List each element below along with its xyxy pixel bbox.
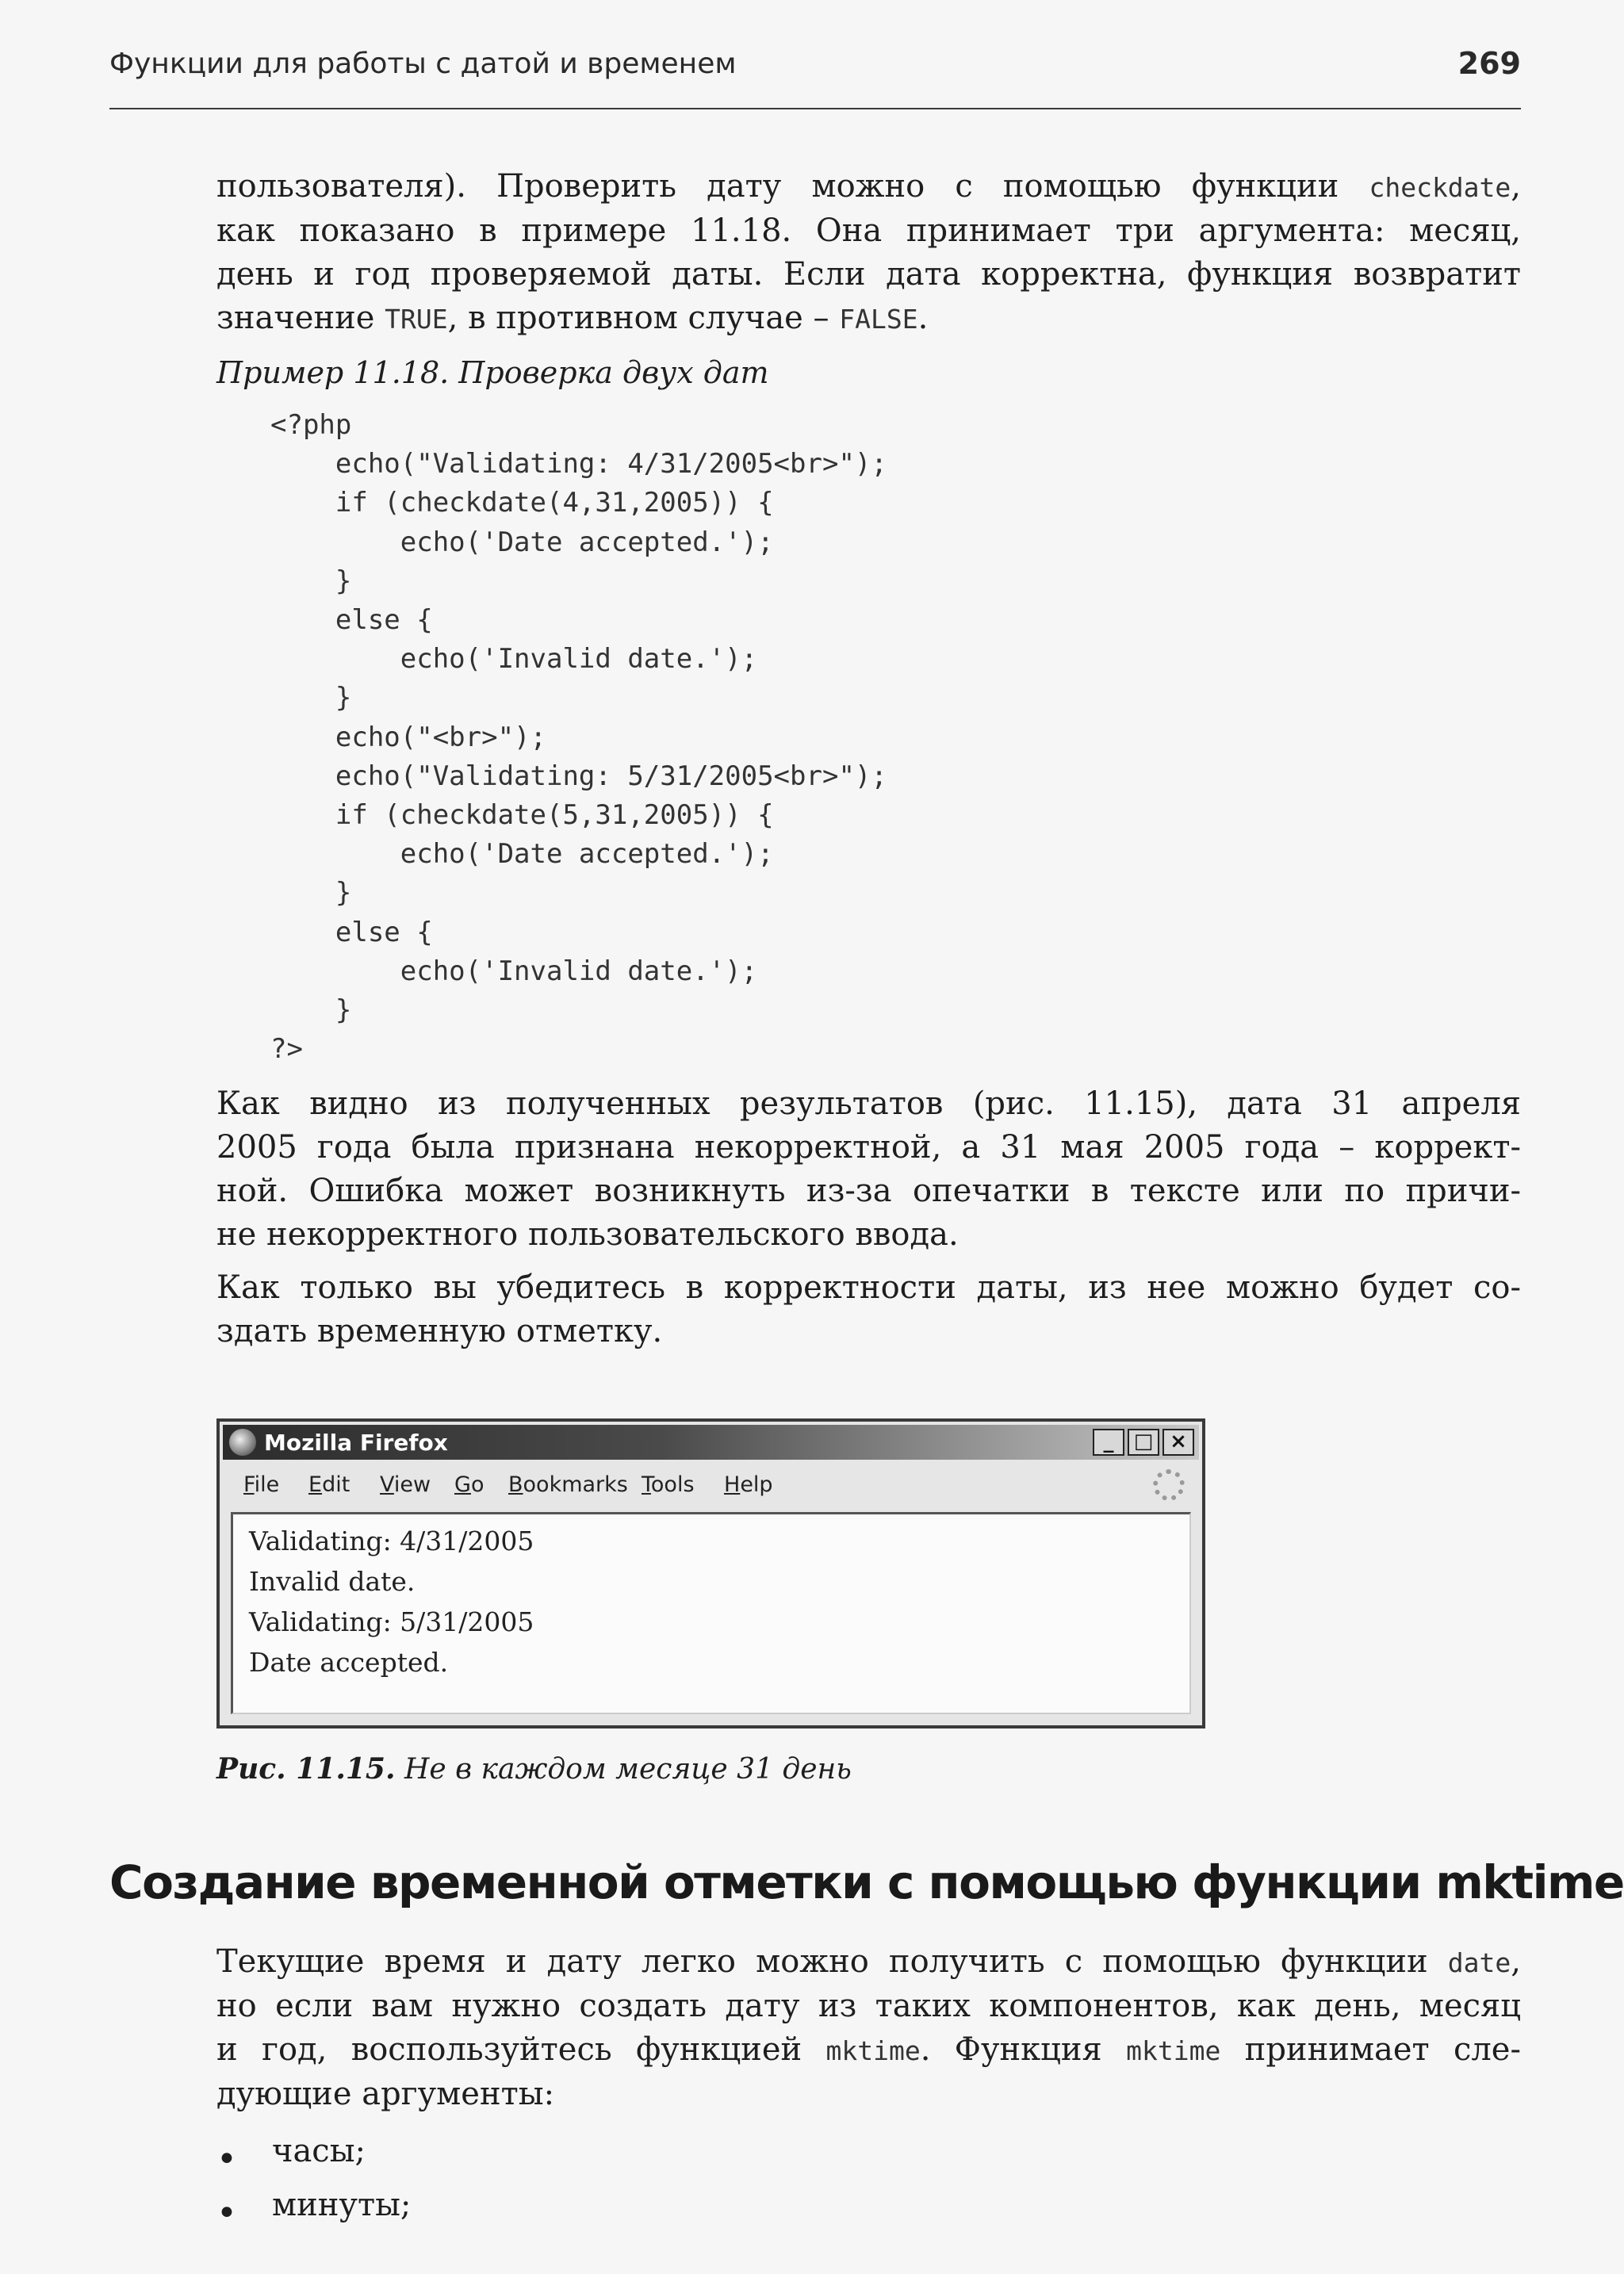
menu-bar [223, 1463, 1199, 1509]
inline-code: FALSE [839, 304, 918, 335]
results-line: ной. Ошибка может возникнуть из-за опечатки в тексте или по причи- [216, 1173, 1521, 1209]
mktime-line-4: дующие аргументы: [216, 2076, 555, 2112]
running-head-title: Функции для работы с датой и временем [109, 48, 737, 80]
list-item-text: минуты; [272, 2187, 412, 2223]
menu-tools[interactable]: Tools [642, 1472, 695, 1497]
window-title: Mozilla Firefox [264, 1430, 448, 1456]
firefox-icon [229, 1429, 256, 1456]
section-heading: Создание временной отметки с помощью функции mktime [109, 1855, 1624, 1909]
list-item [216, 2187, 1327, 2241]
inline-code: mktime [1126, 2035, 1221, 2066]
output-line: Validating: 4/31/2005 [249, 1526, 534, 1556]
results-line: 2005 года была признана некорректной, а 31 мая 2005 года – коррект- [216, 1129, 1521, 1166]
mktime-line-2: но если вам нужно создать дату из таких компонентов, как день, месяц [216, 1988, 1521, 2024]
figure-caption-text: Не в каждом месяце 31 день [395, 1753, 852, 1786]
running-head [109, 48, 1521, 87]
timestamp-line: Как только вы убедитесь в корректности даты, из нее можно будет со- [216, 1269, 1521, 1306]
menu-bookmarks[interactable]: Bookmarks [508, 1472, 628, 1497]
timestamp-paragraph [216, 1266, 1521, 1353]
throbber-icon [1153, 1469, 1185, 1501]
intro-line-2: как показано в примере 11.18. Она принимает три аргумента: месяц, [216, 212, 1521, 249]
window-controls [1093, 1429, 1194, 1456]
mktime-line-1: Текущие время и дату легко можно получить с помощью функции date, [216, 1943, 1521, 1980]
close-button[interactable]: × [1162, 1429, 1194, 1456]
minimize-button[interactable]: _ [1093, 1429, 1124, 1456]
figure-caption-label: Рис. 11.15. [216, 1752, 396, 1786]
output-line: Invalid date. [249, 1566, 416, 1597]
timestamp-line: здать временную отметку. [216, 1313, 663, 1349]
inline-code: checkdate [1369, 172, 1511, 203]
list-item [216, 2133, 1327, 2187]
firefox-window-figure [216, 1418, 1205, 1728]
menu-edit[interactable]: Edit [308, 1472, 350, 1497]
maximize-button[interactable]: □ [1128, 1429, 1159, 1456]
results-paragraph [216, 1082, 1521, 1257]
list-item-text: часы; [272, 2133, 366, 2169]
menu-help[interactable]: Help [724, 1472, 773, 1497]
results-line: Как видно из полученных результатов (рис. 11.15), дата 31 апреля [216, 1085, 1521, 1122]
inline-code: mktime [825, 2035, 921, 2066]
example-title: Пример 11.18. Проверка двух дат [216, 355, 769, 390]
output-line: Validating: 5/31/2005 [249, 1606, 534, 1637]
mktime-line-3: и год, воспользуйтесь функцией mktime. Функция mktime принимает сле- [216, 2031, 1521, 2068]
header-rule [109, 108, 1521, 109]
browser-content-area [231, 1512, 1191, 1714]
page-number: 269 [1457, 46, 1521, 81]
menu-view[interactable]: View [380, 1472, 431, 1497]
results-line: не некорректного пользовательского ввода. [216, 1216, 959, 1253]
bullet-icon: • [216, 2139, 237, 2180]
inline-code: date [1447, 1947, 1511, 1978]
menu-file[interactable]: File [243, 1472, 280, 1497]
intro-line-4: значение TRUE, в противном случае – FALSE. [216, 300, 929, 336]
window-titlebar [223, 1425, 1199, 1460]
mktime-paragraph [216, 1940, 1521, 2116]
intro-line-3: день и год проверяемой даты. Если дата корректна, функция возвратит [216, 256, 1521, 293]
intro-line-1: пользователя). Проверить дату можно с помощью функции checkdate, [216, 168, 1521, 205]
menu-go[interactable]: Go [454, 1472, 485, 1497]
code-listing: <?php echo("Validating: 4/31/2005<br>"); if (checkdate(4,31,2005)) { echo('Date accepted.'); } else { echo('Invalid date.'); } echo("<br>"); echo("Validating: 5/31/2005<br>"); if (checkdate(5,31,2005)) { echo('Date accepted.'); } else { echo('Invalid date.'); } ?> [270, 409, 887, 1066]
figure-caption [216, 1752, 852, 1786]
output-line: Date accepted. [249, 1647, 449, 1678]
inline-code: TRUE [385, 304, 448, 335]
intro-paragraph [216, 165, 1521, 341]
bullet-icon: • [216, 2193, 237, 2234]
argument-list [216, 2133, 1327, 2241]
